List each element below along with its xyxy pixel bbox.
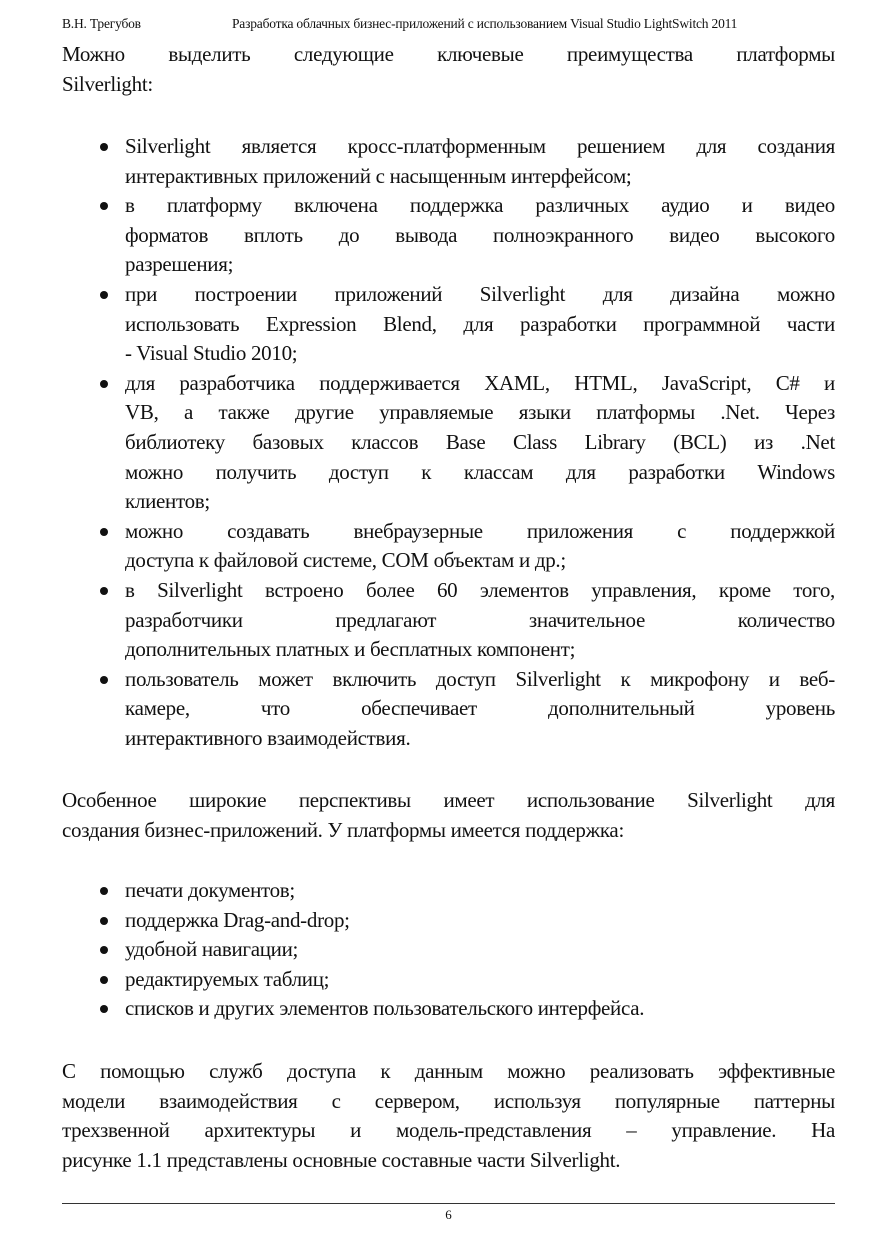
text-line: доступа к файловой системе, COM объектам и др.; (125, 548, 566, 573)
text-line: библиотеку базовых классов Base Class Library (BCL) из .Net (125, 429, 835, 454)
header-author: В.Н. Трегубов (62, 16, 141, 31)
text-line: редактируемых таблиц; (125, 966, 330, 991)
text-line: пользователь может включить доступ Silverlight к микрофону и веб- (125, 666, 835, 691)
text-line: разрешения; (125, 252, 234, 277)
text-line: для разработчика поддерживается XAML, HTML, JavaScript, C# и (125, 370, 835, 395)
text-line: модели взаимодействия с сервером, используя популярные паттерны (62, 1088, 835, 1113)
text-line: удобной навигации; (125, 937, 299, 962)
text-line: поддержка Drag-and-drop; (125, 907, 350, 932)
bullet-icon (100, 887, 108, 895)
text-line: Можно выделить следующие ключевые преимущества платформы (62, 42, 835, 66)
text-line: - Visual Studio 2010; (125, 341, 298, 366)
bullet-list (62, 876, 835, 1024)
bullet-icon (100, 676, 108, 684)
list-item (62, 517, 835, 576)
list-item (62, 665, 835, 754)
bullet-icon (100, 1005, 108, 1013)
text-line: рисунке 1.1 представлены основные составные части Silverlight. (62, 1147, 621, 1172)
bullet-icon (100, 946, 108, 954)
bullet-list (62, 132, 835, 753)
bullet-icon (100, 143, 108, 151)
header-title: Разработка облачных бизнес-приложений с использованием Visual Studio LightSwitch 2011 (232, 16, 738, 31)
bullet-icon (100, 380, 108, 388)
text-line: Silverlight является кросс-платформенным решением для создания (125, 134, 835, 158)
text-line: в платформу включена поддержка различных аудио и видео (125, 193, 835, 218)
text-line: VB, а также другие управляемые языки платформы .Net. Через (125, 400, 835, 425)
list-item (62, 132, 835, 191)
text-line: интерактивных приложений с насыщенным интерфейсом; (125, 163, 632, 188)
text-line: трехзвенной архитектуры и модель-представления – управление. На (62, 1118, 835, 1143)
footer-rule (62, 1203, 835, 1204)
paragraph (62, 1057, 835, 1175)
text-line: при построении приложений Silverlight для дизайна можно (125, 281, 835, 306)
list-item (62, 935, 835, 965)
paragraph (62, 40, 835, 99)
page-number: 6 (445, 1207, 452, 1222)
text-line: камере, что обеспечивает дополнительный уровень (125, 696, 835, 721)
text-line: интерактивного взаимодействия. (125, 725, 411, 750)
list-item (62, 576, 835, 665)
bullet-icon (100, 976, 108, 984)
paragraph (62, 786, 835, 845)
bullet-icon (100, 587, 108, 595)
text-line: форматов вплоть до вывода полноэкранного видео высокого (125, 222, 835, 247)
list-item (62, 906, 835, 936)
text-line: использовать Expression Blend, для разработки программной части (125, 311, 835, 336)
list-item (62, 876, 835, 906)
text-line: можно получить доступ к классам для разработки Windows (125, 459, 835, 484)
list-item (62, 191, 835, 280)
list-item (62, 280, 835, 369)
text-line: Silverlight: (62, 71, 153, 96)
bullet-icon (100, 917, 108, 925)
list-item (62, 369, 835, 517)
bullet-icon (100, 291, 108, 299)
text-line: разработчики предлагают значительное количество (125, 607, 835, 632)
text-line: можно создавать внебраузерные приложения с поддержкой (125, 518, 835, 543)
bullet-icon (100, 202, 108, 210)
text-line: С помощью служб доступа к данным можно реализовать эффективные (62, 1059, 835, 1083)
text-line: клиентов; (125, 489, 210, 514)
text-line: списков и других элементов пользовательского интерфейса. (125, 996, 645, 1021)
text-line: создания бизнес-приложений. У платформы имеется поддержка: (62, 817, 624, 842)
list-item (62, 965, 835, 995)
text-line: дополнительных платных и бесплатных компонент; (125, 637, 576, 662)
text-line: Особенное широкие перспективы имеет использование Silverlight для (62, 788, 835, 812)
text-line: в Silverlight встроено более 60 элементов управления, кроме того, (125, 577, 835, 602)
list-item (62, 994, 835, 1024)
bullet-icon (100, 528, 108, 536)
text-line: печати документов; (125, 878, 295, 902)
